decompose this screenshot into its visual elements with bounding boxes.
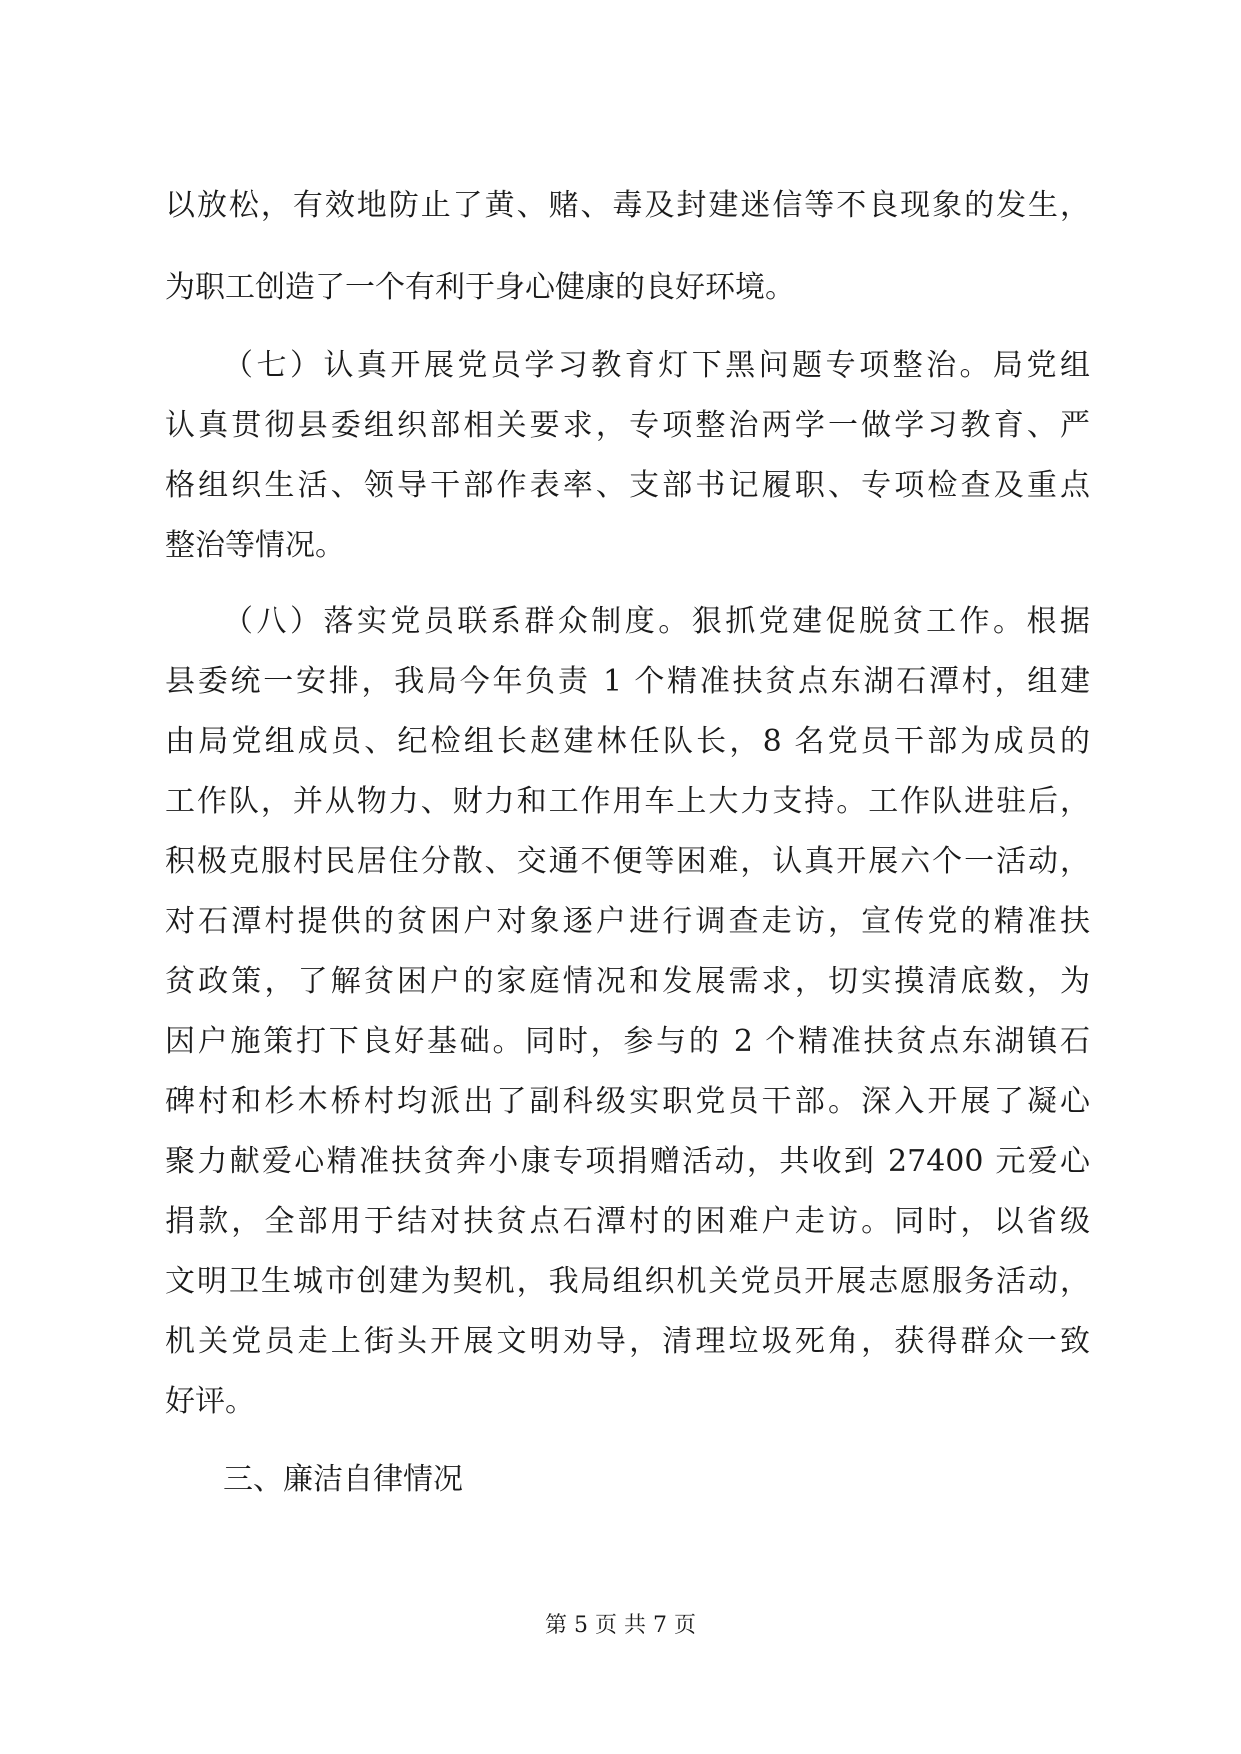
text-line: 为职工创造了一个有利于身心健康的良好环境。 <box>165 270 795 305</box>
text-line: 捐款，全部用于结对扶贫点石潭村的困难户走访。同时，以省级 <box>165 1204 1090 1239</box>
text-line: 认真贯彻县委组织部相关要求，专项整治两学一做学习教育、严 <box>165 408 1090 443</box>
text-line: 县委统一安排，我局今年负责 1 个精准扶贫点东湖石潭村，组建 <box>165 664 1090 699</box>
text-line: 工作队，并从物力、财力和工作用车上大力支持。工作队进驻后， <box>165 784 1090 819</box>
text-line: 以放松，有效地防止了黄、赌、毒及封建迷信等不良现象的发生， <box>165 188 1090 223</box>
text-line: 机关党员走上街头开展文明劝导，清理垃圾死角，获得群众一致 <box>165 1324 1090 1359</box>
text-line: 文明卫生城市创建为契机，我局组织机关党员开展志愿服务活动， <box>165 1264 1090 1299</box>
text-line: 因户施策打下良好基础。同时，参与的 2 个精准扶贫点东湖镇石 <box>165 1024 1090 1059</box>
text-line: 格组织生活、领导干部作表率、支部书记履职、专项检查及重点 <box>165 468 1090 503</box>
page-number: 第 5 页 共 7 页 <box>545 1613 696 1638</box>
text-line: 聚力献爱心精准扶贫奔小康专项捐赠活动，共收到 27400 元爱心 <box>165 1144 1090 1179</box>
text-line: 碑村和杉木桥村均派出了副科级实职党员干部。深入开展了凝心 <box>165 1084 1090 1119</box>
text-line: 贫政策，了解贫困户的家庭情况和发展需求，切实摸清底数，为 <box>165 964 1090 999</box>
text-line: （七）认真开展党员学习教育灯下黑问题专项整治。局党组 <box>223 348 1090 383</box>
text-line: 好评。 <box>165 1384 255 1419</box>
text-line: （八）落实党员联系群众制度。狠抓党建促脱贫工作。根据 <box>223 604 1090 639</box>
text-line: 整治等情况。 <box>165 528 345 563</box>
text-line: 对石潭村提供的贫困户对象逐户进行调查走访，宣传党的精准扶 <box>165 904 1090 939</box>
text-line: 积极克服村民居住分散、交通不便等困难，认真开展六个一活动， <box>165 844 1090 879</box>
section-heading: 三、廉洁自律情况 <box>223 1462 463 1497</box>
text-line: 由局党组成员、纪检组长赵建林任队长，8 名党员干部为成员的 <box>165 724 1090 759</box>
